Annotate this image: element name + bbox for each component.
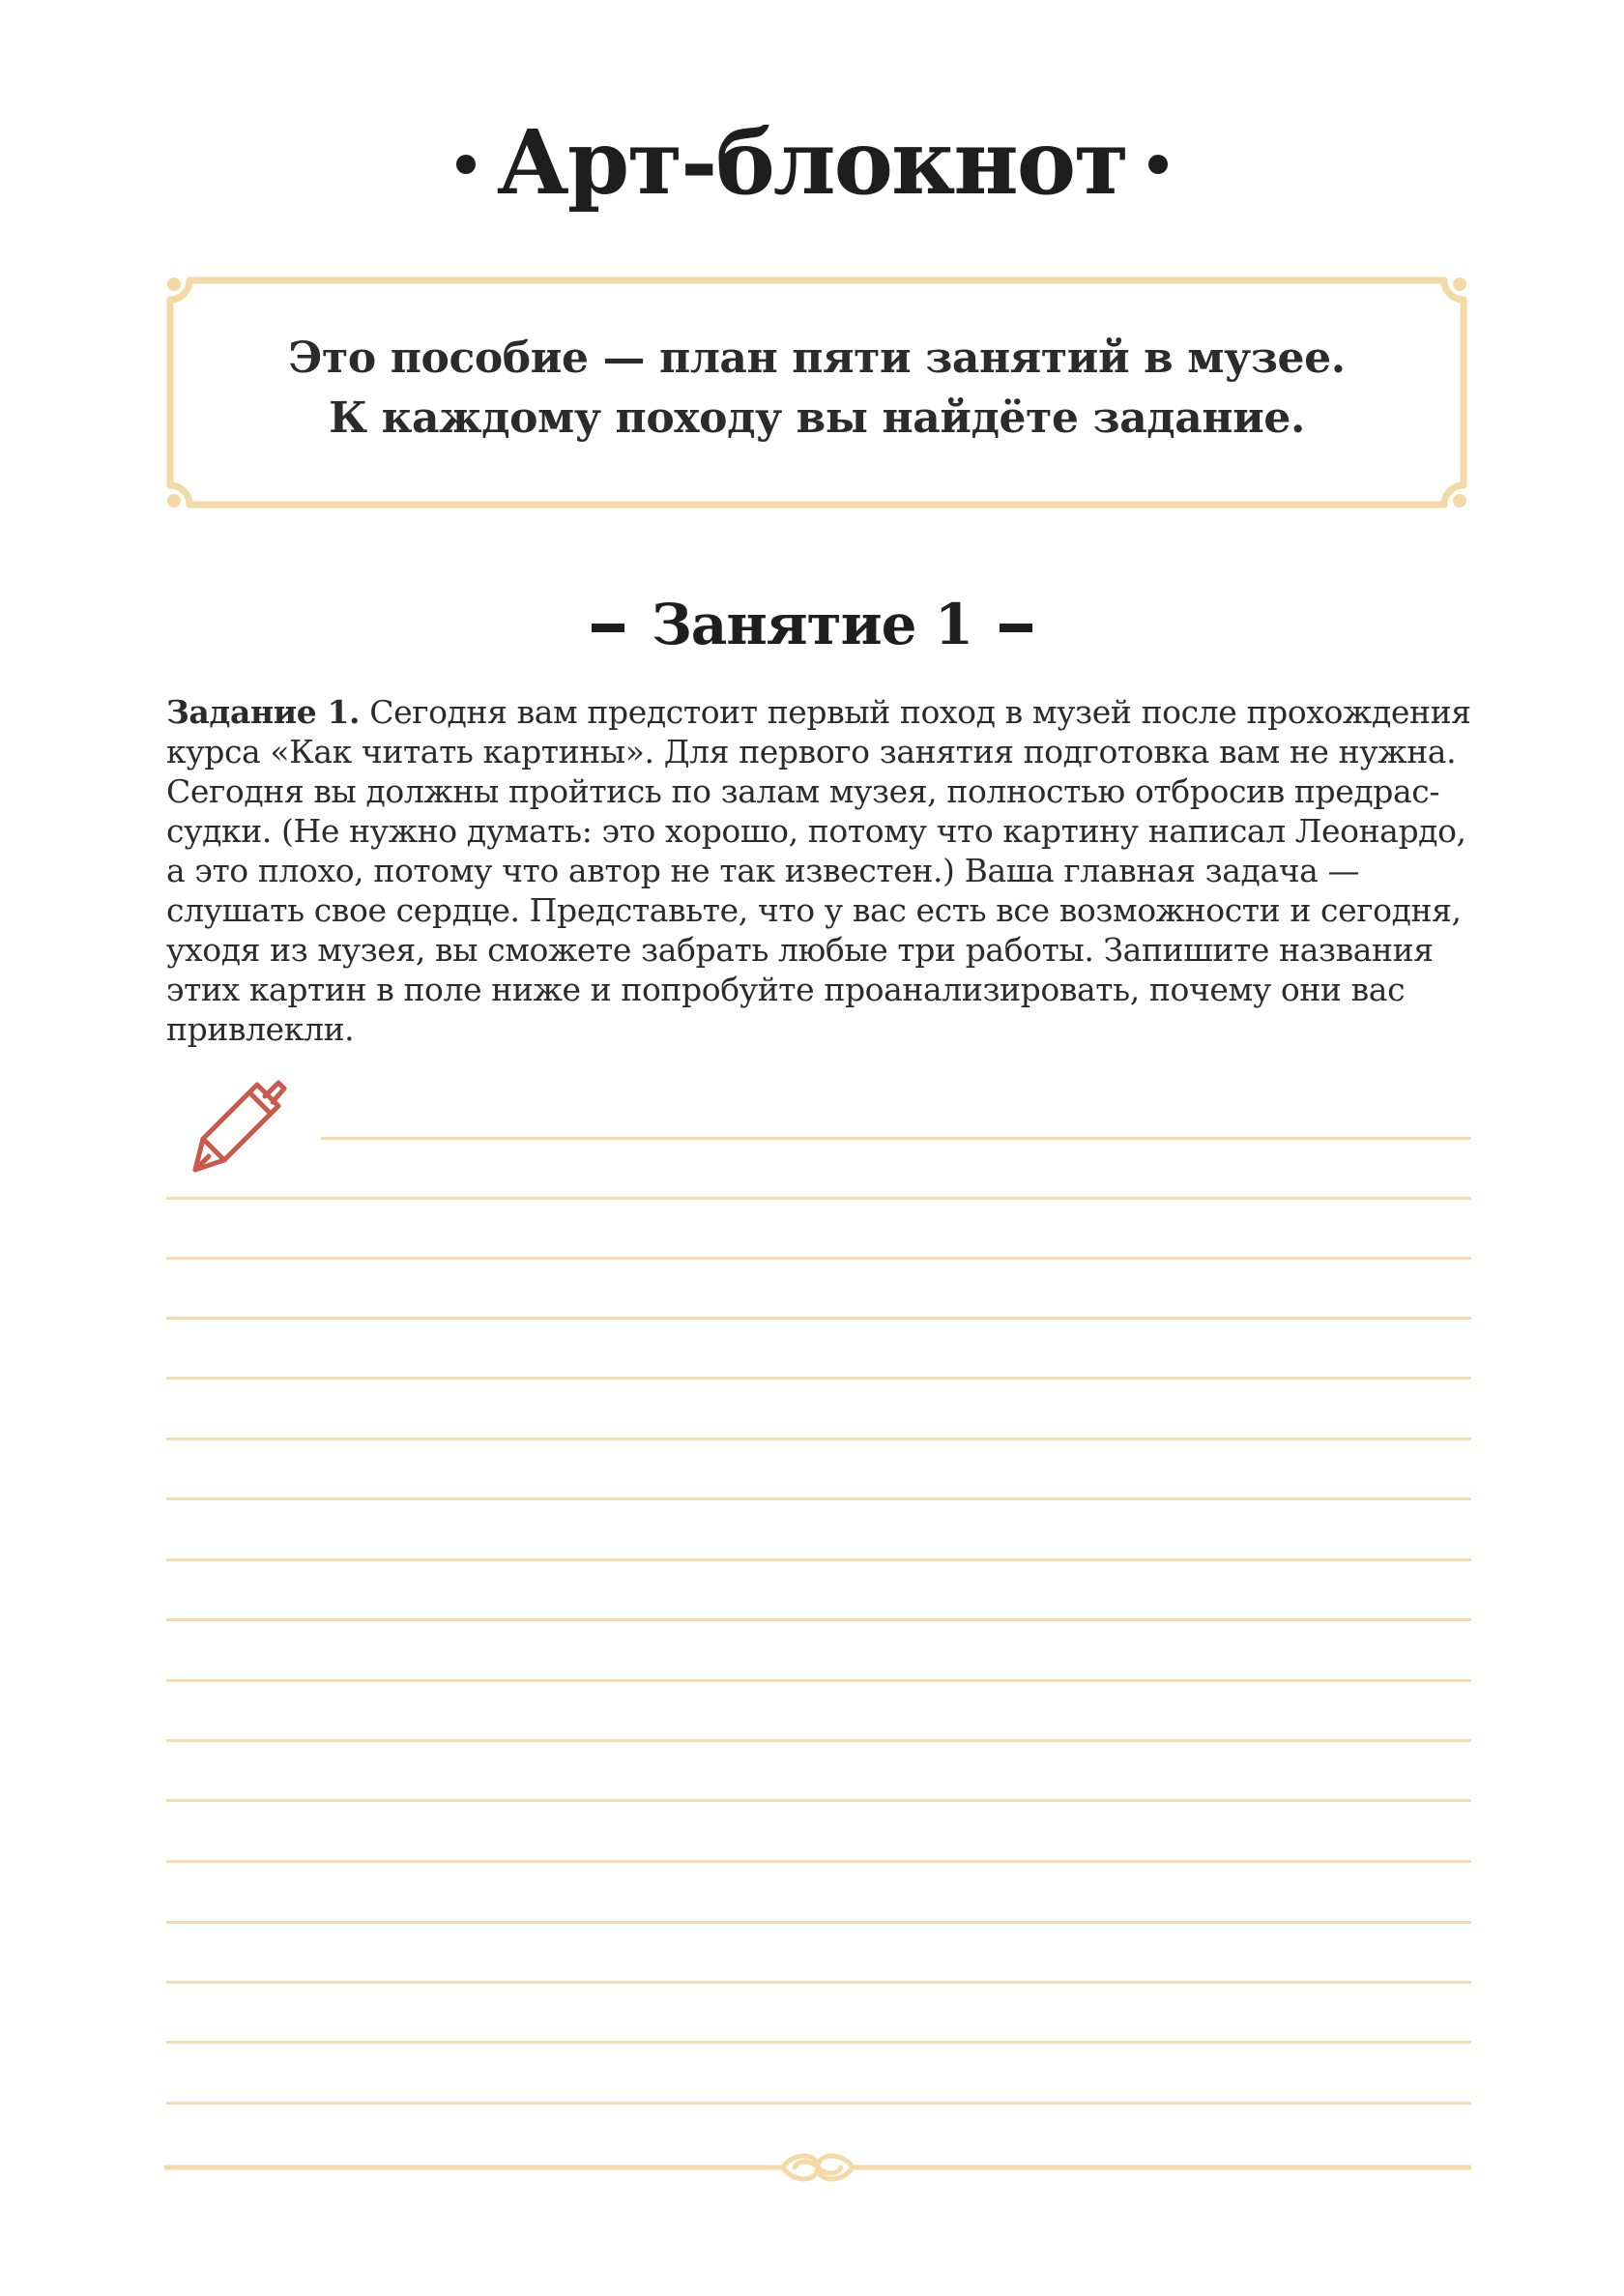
ruled-line — [166, 1981, 1471, 1984]
task-line: а это плохо, потому что автор не так известен.) Ваша главная задача — — [166, 852, 1360, 889]
knot-ornament-icon — [164, 2148, 1471, 2187]
task-line-1-rest: Сегодня вам предстоит первый поход в музей после прохождения — [360, 693, 1471, 731]
heading-dash-left — [592, 624, 624, 632]
ruled-line — [166, 1257, 1471, 1260]
intro-text — [201, 329, 1433, 449]
ruled-line — [166, 1618, 1471, 1621]
task-line: Сегодня вы должны пройтись по залам музея, полностью отбросив предрас- — [166, 772, 1440, 810]
ruled-line — [321, 1137, 1471, 1140]
ruled-line — [166, 1679, 1471, 1682]
ruled-line — [166, 2041, 1471, 2044]
title-bullet-left — [456, 155, 476, 174]
task-line: судки. (Не нужно думать: это хорошо, потому что картину написал Леонардо, — [166, 812, 1466, 850]
page-title — [0, 104, 1624, 220]
intro-line-2: К каждому походу вы найдёте задание. — [329, 393, 1305, 443]
ruled-line — [166, 1921, 1471, 1924]
intro-frame — [162, 273, 1471, 512]
lesson-heading — [0, 586, 1624, 663]
ruled-line — [166, 2102, 1471, 2105]
ruled-line — [166, 1860, 1471, 1863]
ruled-line — [166, 1377, 1471, 1380]
task-line: привлекли. — [166, 1010, 355, 1048]
task-text — [166, 692, 1471, 1049]
task-line: слушать свое сердце. Представьте, что у вас есть все возможности и сегодня, — [166, 891, 1462, 929]
task-line-1 — [166, 692, 1471, 732]
ruled-line — [166, 1739, 1471, 1742]
title-bullet-right — [1148, 155, 1168, 174]
ruled-line — [166, 1558, 1471, 1561]
ruled-line — [166, 1438, 1471, 1440]
intro-line-1: Это пособие — план пяти занятий в музее. — [288, 334, 1346, 383]
ruled-line — [166, 1197, 1471, 1200]
ruled-line — [166, 1497, 1471, 1500]
task-line: уходя из музея, вы сможете забрать любые три работы. Запишите названия — [166, 931, 1434, 969]
ruled-line — [166, 1799, 1471, 1802]
lesson-heading-text: Занятие 1 — [651, 592, 973, 657]
ruled-line — [166, 1317, 1471, 1320]
title-text: Арт-блокнот — [496, 110, 1128, 215]
task-line: курса «Как читать картины». Для первого занятия подготовка вам не нужна. — [166, 733, 1457, 770]
task-line: этих картин в поле ниже и попробуйте проанализировать, почему они вас — [166, 971, 1406, 1008]
pen-icon — [189, 1075, 292, 1177]
task-label: Задание 1. — [166, 693, 361, 731]
heading-dash-right — [1000, 624, 1032, 632]
